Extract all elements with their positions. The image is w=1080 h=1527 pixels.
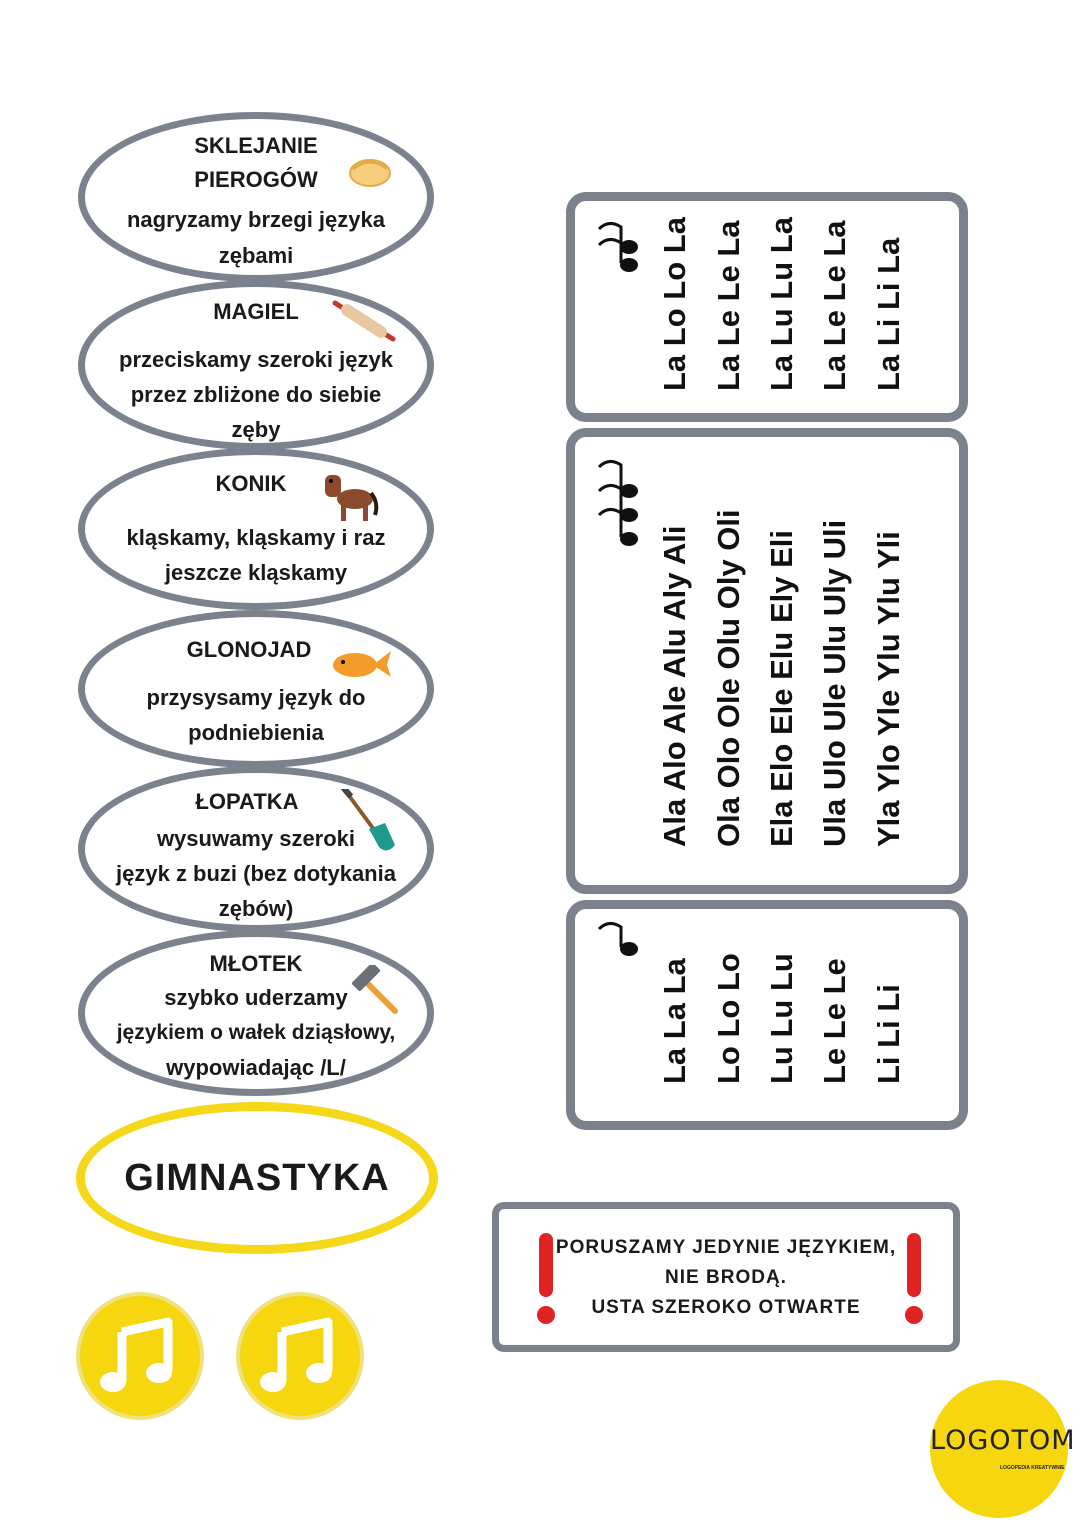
syllable-card-1	[566, 192, 968, 422]
rolling-pin-icon	[331, 299, 397, 343]
syllable-column: Li Li Li	[871, 984, 906, 1084]
syllable-column: La Lu Lu La	[764, 217, 799, 391]
exercise-glonojad	[78, 610, 434, 768]
double-note-icon	[595, 219, 643, 277]
logotom-logo	[930, 1380, 1076, 1518]
syllable-card-2	[566, 428, 968, 894]
syllable-column: La Le Le La	[817, 220, 852, 391]
hammer-icon	[349, 965, 399, 1015]
logo-tagline: LOGOPEDIA KREATYWNIE	[1000, 1465, 1065, 1471]
exercise-desc: nagryzamy brzegi języka	[126, 207, 385, 232]
exercise-lopatka	[78, 766, 434, 932]
exclamation-icon	[903, 1233, 925, 1327]
exercise-desc: język z buzi (bez dotykania	[116, 861, 396, 886]
music-note-icon	[80, 1296, 200, 1416]
music-button[interactable]	[236, 1292, 364, 1420]
exercise-desc: zębów)	[218, 896, 294, 921]
exercise-desc: szybko uderzamy	[164, 985, 348, 1010]
exercise-desc: językiem o wałek dziąsłowy,	[116, 1021, 396, 1044]
syllable-column: La Lo Lo La	[657, 217, 692, 391]
syllable-column: Lu Lu Lu	[764, 953, 799, 1084]
fish-icon	[329, 647, 393, 681]
exercise-title: PIEROGÓW	[194, 167, 318, 192]
exercise-desc: jeszcze kląskamy	[164, 560, 348, 585]
warning-line: PORUSZAMY JEDYNIE JĘZYKIEM,	[555, 1237, 897, 1258]
syllable-column: Yla Ylo Yle Ylu Ylu Yli	[871, 531, 906, 847]
shovel-icon	[341, 789, 399, 855]
triple-note-icon	[595, 457, 643, 549]
exercise-title: MAGIEL	[213, 299, 299, 324]
syllable-column: Ula Ulo Ule Ulu Uly Uli	[817, 519, 852, 847]
exercise-desc: zęby	[231, 417, 281, 442]
exercise-desc: podniebienia	[188, 720, 324, 745]
syllable-column: La La La	[657, 958, 692, 1084]
exercise-title: KONIK	[215, 471, 287, 496]
music-button[interactable]	[76, 1292, 204, 1420]
exercise-desc: przeciskamy szeroki język	[119, 347, 393, 372]
syllable-column: Ala Alo Ale Alu Aly Ali	[657, 525, 692, 847]
music-note-icon	[240, 1296, 360, 1416]
warning-line: USTA SZEROKO OTWARTE	[591, 1297, 861, 1318]
exercise-desc: zębami	[218, 243, 294, 268]
exercise-title: ŁOPATKA	[195, 789, 299, 814]
exercise-desc: przez zbliżone do siebie	[130, 382, 382, 407]
syllable-column: La Le Le La	[711, 220, 746, 391]
exercise-desc: kląskamy, kląskamy i raz	[126, 525, 386, 550]
syllable-column: Ola Olo Ole Olu Oly Oli	[711, 509, 746, 847]
pierogi-icon	[347, 153, 393, 189]
exercise-desc: wypowiadając /L/	[166, 1055, 346, 1080]
exercise-title: GLONOJAD	[186, 637, 312, 662]
exercise-title: SKLEJANIE	[194, 133, 318, 158]
syllable-column: La Li Li La	[871, 237, 906, 391]
warning-box	[492, 1202, 960, 1352]
exercise-mlotek	[78, 930, 434, 1096]
horse-icon	[321, 469, 379, 525]
logo-name: LOGOTOM	[930, 1425, 1076, 1456]
warning-line: NIE BRODĄ.	[665, 1267, 787, 1288]
exercise-desc: przysysamy język do	[146, 685, 366, 710]
syllable-column: Lo Lo Lo	[711, 953, 746, 1084]
exercise-konik	[78, 448, 434, 610]
section-title: GIMNASTYKA	[76, 1102, 438, 1254]
syllable-column: Le Le Le	[817, 958, 852, 1084]
syllable-column: Ela Elo Ele Elu Ely Eli	[764, 529, 799, 847]
exercise-desc: wysuwamy szeroki	[156, 826, 356, 851]
exercise-sklejanie-pierogow	[78, 112, 434, 282]
exercise-title: MŁOTEK	[209, 951, 303, 976]
syllable-card-3	[566, 900, 968, 1130]
single-note-icon	[595, 917, 643, 965]
exercise-magiel	[78, 280, 434, 450]
